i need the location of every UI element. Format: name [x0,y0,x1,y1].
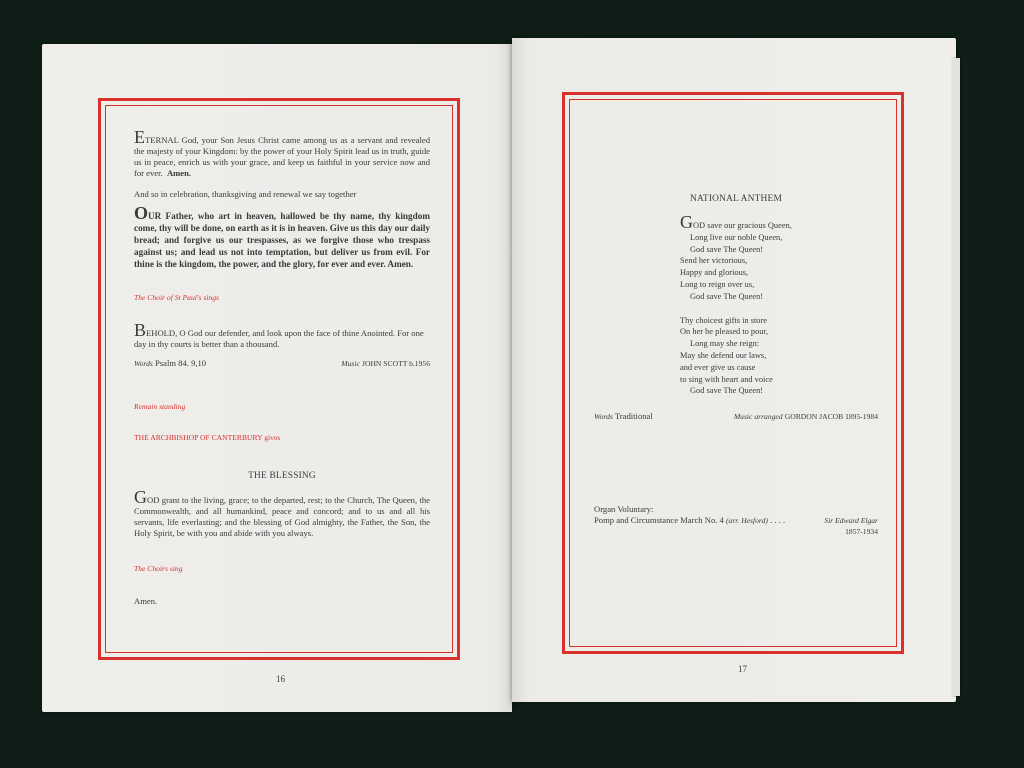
page-number: 16 [276,674,285,684]
verse1-line5: Happy and glorious, [680,268,749,278]
words-credit [134,358,206,369]
archbishop-note: THE ARCHBISHOP OF CANTERBURY gives [134,433,281,442]
prayer-text: TERNAL God, your Son Jesus Christ came among us as a servant and revealed the majesty of your Kingdom: by the power of your Holy Spirit lead us in truth, guide us in peace, enrich us with your grace, and keep us faithful in your service now and for ever. [134,135,430,178]
page-number: 17 [738,664,747,674]
celebration-intro: And so in celebration, thanksgiving and renewal we say together [134,189,357,199]
left-page-content [134,127,430,607]
voluntary-arranger: (arr. Hesford) [726,516,768,526]
anthem-verses [594,212,878,397]
lords-prayer-text: UR Father, who art in heaven, hallowed be thy name, thy kingdom come, thy will be done, on earth as it is in heaven. Give us this day our daily bread; and forgive us our trespasses, as we forgive those who trespass against us; and lead us not into temptation, but deliver us from evil. For thine is the kingdom, the power, and the glory, for ever and ever. Amen. [134,211,430,269]
composer: Sir Edward Elgar [824,516,878,526]
drop-cap: B [134,320,147,340]
verse2-line5: and ever give us cause [680,362,756,372]
composer-dates: 1857-1934 [845,527,878,537]
verse2-line7: God save The Queen! [690,386,764,396]
music-label: Music arranged [733,412,783,422]
verse2-line2: On her be pleased to pour, [680,327,769,337]
eternal-god-prayer [134,127,430,179]
left-page [42,44,512,712]
choir-note: The Choir of St Paul's sings [134,293,219,302]
voluntary-title: Pomp and Circumstance March No. 4 [594,515,724,526]
voluntary-dots: . . . . [770,515,786,526]
music-credit [734,411,878,422]
words-label: Words [134,359,153,368]
blessing-text: OD grant to the living, grace; to the departed, rest; to the Church, The Queen, the Commonwealth, and all humankind, peace and concord; and to us and all his servants, life everlasting; and the blessing of God almighty, the Father, the Son, the Holy Spirit, be with you and abide with you always. [134,495,430,538]
drop-cap: G [134,487,147,507]
music-source: JOHN SCOTT b.1956 [362,359,430,368]
anthem-credits [594,411,878,422]
music-credit [341,358,430,369]
behold-anthem [134,320,430,350]
music-label: Music [341,359,360,368]
page-edge [952,58,960,696]
drop-cap: G [680,212,693,232]
final-amen: Amen. [134,596,158,606]
remain-standing-note: Remain standing [134,402,186,411]
verse2-line6: to sing with heart and voice [680,374,773,384]
words-credit [594,411,653,422]
verse2-line1: Thy choicest gifts in store [680,315,767,325]
verse2-line4: May she defend our laws, [680,350,767,360]
blessing-title: THE BLESSING [248,471,316,481]
right-page-content [594,194,878,537]
voluntary-piece [594,515,785,526]
verse1-line3: God save The Queen! [690,244,764,254]
words-source: Traditional [614,411,653,422]
drop-cap: O [134,203,149,223]
choirs-note: The Choirs sing [134,564,183,573]
blessing-text-block [134,487,430,539]
verse1-line4: Send her victorious, [680,256,748,266]
drop-cap: E [134,127,145,147]
lords-prayer [134,203,430,270]
anthem-title: NATIONAL ANTHEM [690,194,782,204]
words-label: Words [594,412,613,422]
verse1-line6: Long to reign over us, [680,279,755,289]
verse1-line7: God save The Queen! [690,291,764,301]
verse1-line1: GOD save our gracious Queen, [680,212,792,232]
music-source: GORDON JACOB 1895-1984 [784,412,878,422]
right-page [512,38,956,702]
prayer-amen: Amen. [166,168,192,178]
words-source: Psalm 84. 9,10 [155,358,207,368]
verse1-line2: Long live our noble Queen, [690,232,783,242]
voluntary-label: Organ Voluntary: [594,504,654,515]
verse2-line3: Long may she reign: [690,339,760,349]
voluntary-line [594,515,878,526]
anthem-text: EHOLD, O God our defender, and look upon the face of thine Anointed. For one day in thy courts is better than a thousand. [134,328,424,349]
anthem-credits [134,358,430,369]
